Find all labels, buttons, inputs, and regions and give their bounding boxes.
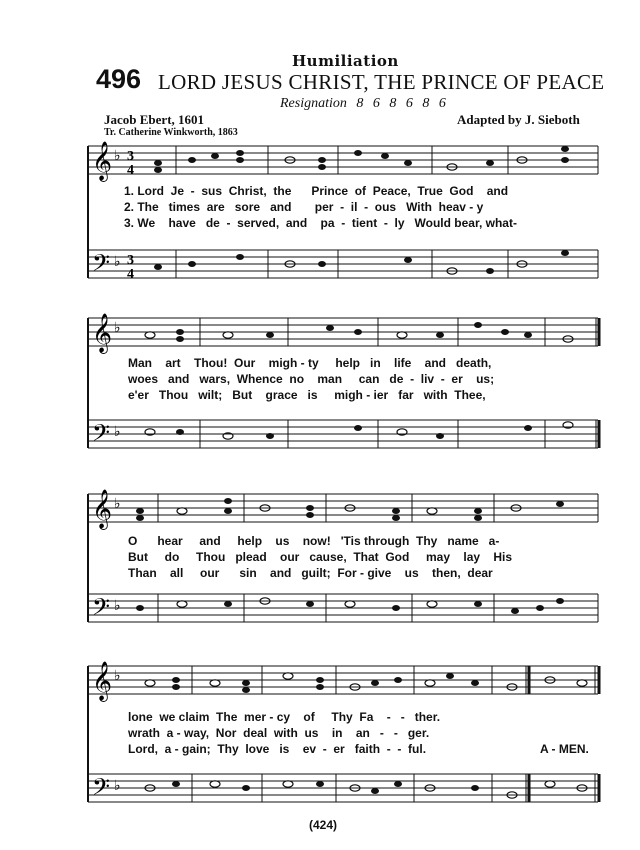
svg-text:♭: ♭	[114, 148, 121, 164]
lyric-line: But do Thou plead our cause, That God may lay His	[128, 550, 513, 564]
svg-text:4: 4	[127, 163, 134, 178]
svg-text:♭: ♭	[114, 320, 121, 336]
svg-text:♭: ♭	[114, 598, 121, 614]
svg-text:♭: ♭	[114, 424, 121, 440]
lyric-line: 1. Lord Je - sus Christ, the Prince of Peace, True God and	[124, 184, 509, 198]
lyric-line: 3. We have de - served, and pa - tient - ly Would bear, what-	[124, 216, 517, 230]
composer-credit: Jacob Ebert, 1601	[104, 112, 205, 127]
lyric-line: O hear and help us now! 'Tis through Thy name a-	[128, 534, 500, 548]
svg-text:♭: ♭	[114, 496, 121, 512]
page-number: (424)	[309, 818, 338, 832]
lyric-line: Man art Thou! Our migh - ty help in life and death,	[128, 356, 492, 370]
svg-text:𝄞: 𝄞	[92, 489, 113, 529]
lyric-line: woes and wars, Whence no man can de - liv - er us;	[128, 372, 495, 386]
svg-text:4: 4	[127, 267, 134, 282]
svg-text:𝄞: 𝄞	[92, 141, 113, 181]
lyric-line: Lord, a - gain; Thy love is ev - er faith - - ful.	[128, 742, 427, 756]
lyric-line: Than all our sin and guilt; For - give us then, dear	[128, 566, 493, 580]
lyric-line: wrath a - way, Nor deal with us in an - - ger.	[128, 726, 430, 740]
svg-text:𝄞: 𝄞	[92, 313, 113, 353]
svg-text:𝄢: 𝄢	[92, 419, 111, 452]
svg-text:𝄢: 𝄢	[92, 249, 111, 282]
svg-text:♭: ♭	[114, 254, 121, 270]
amen-label: A - MEN.	[540, 742, 589, 756]
section-heading: Humiliation	[292, 52, 399, 70]
svg-text:𝄢: 𝄢	[92, 593, 111, 626]
hymn-title: LORD JESUS CHRIST, THE PRINCE OF PEACE	[158, 70, 605, 94]
hymn-number: 496	[96, 64, 142, 94]
svg-text:♭: ♭	[114, 778, 121, 794]
lyric-line: lone we claim The mer - cy of Thy Fa - - ther.	[128, 710, 441, 724]
meter: 8 6 8 6 8 6	[356, 96, 449, 111]
arranger-credit: Adapted by J. Sieboth	[457, 112, 580, 127]
svg-text:𝄢: 𝄢	[92, 773, 111, 806]
svg-text:𝄞: 𝄞	[92, 661, 113, 701]
svg-text:♭: ♭	[114, 668, 121, 684]
lyric-line: 2. The times are sore and per - il - ous With heav - y	[124, 200, 484, 214]
translator-credit: Tr. Catherine Winkworth, 1863	[104, 127, 238, 138]
tune-name: Resignation	[280, 96, 347, 111]
svg-text:3: 3	[127, 253, 134, 268]
lyric-line: e'er Thou wilt; But grace is migh - ier far with Thee,	[128, 388, 486, 402]
svg-text:3: 3	[127, 149, 134, 164]
